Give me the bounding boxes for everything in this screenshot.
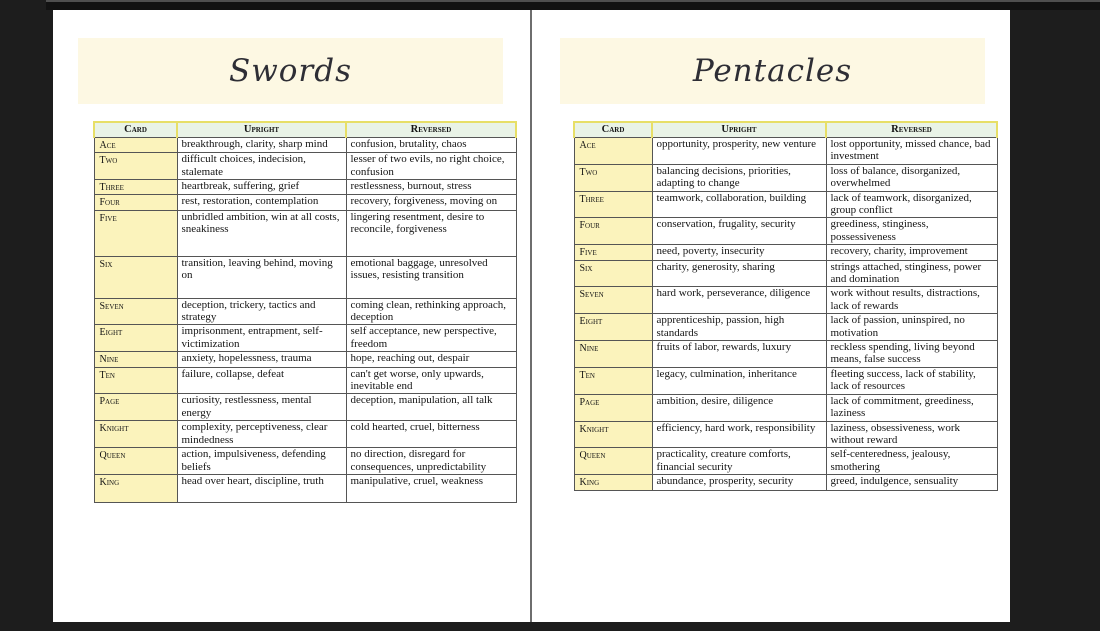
reversed-cell: greediness, stinginess, possessiveness: [826, 218, 997, 245]
upright-cell: fruits of labor, rewards, luxury: [652, 341, 826, 368]
upright-cell: heartbreak, suffering, grief: [177, 180, 346, 195]
reversed-cell: lingering resentment, desire to reconcile, forgiveness: [346, 210, 516, 256]
reversed-cell: strings attached, stinginess, power and domination: [826, 260, 997, 287]
reversed-cell: coming clean, rethinking approach, deception: [346, 298, 516, 325]
reversed-cell: self acceptance, new perspective, freedom: [346, 325, 516, 352]
upright-cell: complexity, perceptiveness, clear mindedness: [177, 421, 346, 448]
upright-cell: charity, generosity, sharing: [652, 260, 826, 287]
table-row: [94, 195, 516, 210]
upright-cell: failure, collapse, defeat: [177, 367, 346, 394]
table-row: [574, 218, 997, 245]
page-spread: [53, 10, 1010, 622]
card-cell: Seven: [574, 287, 652, 314]
card-cell: Five: [574, 245, 652, 260]
table-row: [94, 325, 516, 352]
reversed-cell: confusion, brutality, chaos: [346, 137, 516, 152]
column-header-card: Card: [94, 122, 177, 137]
card-cell: Queen: [574, 448, 652, 475]
card-cell: Two: [574, 164, 652, 191]
table-row: [94, 298, 516, 325]
upright-cell: legacy, culmination, inheritance: [652, 367, 826, 394]
card-cell: Three: [574, 191, 652, 218]
table-row: [94, 137, 516, 152]
card-cell: Four: [94, 195, 177, 210]
card-cell: King: [94, 474, 177, 502]
card-cell: Four: [574, 218, 652, 245]
page-swords: [53, 10, 530, 622]
card-cell: Two: [94, 153, 177, 180]
upright-cell: imprisonment, entrapment, self-victimization: [177, 325, 346, 352]
card-cell: Nine: [574, 341, 652, 368]
table-row: [94, 474, 516, 502]
upright-cell: practicality, creature comforts, financial security: [652, 448, 826, 475]
reversed-cell: recovery, forgiveness, moving on: [346, 195, 516, 210]
reversed-cell: work without results, distractions, lack of rewards: [826, 287, 997, 314]
reversed-cell: manipulative, cruel, weakness: [346, 474, 516, 502]
card-cell: Knight: [94, 421, 177, 448]
upright-cell: abundance, prosperity, security: [652, 475, 826, 490]
reversed-cell: recovery, charity, improvement: [826, 245, 997, 260]
reversed-cell: hope, reaching out, despair: [346, 352, 516, 367]
card-cell: Page: [94, 394, 177, 421]
table-row: [574, 394, 997, 421]
title-banner: [560, 38, 985, 104]
upright-cell: efficiency, hard work, responsibility: [652, 421, 826, 448]
card-cell: Ten: [94, 367, 177, 394]
swords-meanings-table: [93, 121, 517, 503]
table-row: [94, 256, 516, 298]
card-cell: King: [574, 475, 652, 490]
reversed-cell: deception, manipulation, all talk: [346, 394, 516, 421]
page-title: Swords: [228, 53, 352, 89]
card-cell: Knight: [574, 421, 652, 448]
upright-cell: unbridled ambition, win at all costs, sneakiness: [177, 210, 346, 256]
upright-cell: need, poverty, insecurity: [652, 245, 826, 260]
table-row: [574, 164, 997, 191]
upright-cell: breakthrough, clarity, sharp mind: [177, 137, 346, 152]
upright-cell: action, impulsiveness, defending beliefs: [177, 448, 346, 475]
table-row: [574, 287, 997, 314]
reversed-cell: loss of balance, disorganized, overwhelmed: [826, 164, 997, 191]
upright-cell: conservation, frugality, security: [652, 218, 826, 245]
upright-cell: curiosity, restlessness, mental energy: [177, 394, 346, 421]
reversed-cell: no direction, disregard for consequences, unpredictability: [346, 448, 516, 475]
table-row: [94, 352, 516, 367]
upright-cell: difficult choices, indecision, stalemate: [177, 153, 346, 180]
table-row: [574, 314, 997, 341]
column-header-reversed: Reversed: [346, 122, 516, 137]
upright-cell: anxiety, hopelessness, trauma: [177, 352, 346, 367]
reversed-cell: lost opportunity, missed chance, bad investment: [826, 137, 997, 164]
card-cell: Six: [94, 256, 177, 298]
upright-cell: opportunity, prosperity, new venture: [652, 137, 826, 164]
header-row: [574, 122, 997, 137]
card-cell: Five: [94, 210, 177, 256]
upright-cell: transition, leaving behind, moving on: [177, 256, 346, 298]
page-title: Pentacles: [692, 53, 853, 89]
card-cell: Three: [94, 180, 177, 195]
column-header-upright: Upright: [652, 122, 826, 137]
reversed-cell: cold hearted, cruel, bitterness: [346, 421, 516, 448]
card-cell: Ten: [574, 367, 652, 394]
table-row: [94, 180, 516, 195]
pentacles-meanings-table: [573, 121, 998, 491]
reversed-cell: reckless spending, living beyond means, false success: [826, 341, 997, 368]
header-row: [94, 122, 516, 137]
title-banner: [78, 38, 503, 104]
table-row: [574, 245, 997, 260]
table-row: [94, 448, 516, 475]
upright-cell: head over heart, discipline, truth: [177, 474, 346, 502]
card-cell: Queen: [94, 448, 177, 475]
reversed-cell: can't get worse, only upwards, inevitable end: [346, 367, 516, 394]
viewer-top-strip: [46, 0, 1100, 10]
upright-cell: teamwork, collaboration, building: [652, 191, 826, 218]
reversed-cell: lack of teamwork, disorganized, group conflict: [826, 191, 997, 218]
card-cell: Eight: [574, 314, 652, 341]
reversed-cell: greed, indulgence, sensuality: [826, 475, 997, 490]
upright-cell: balancing decisions, priorities, adapting to change: [652, 164, 826, 191]
upright-cell: apprenticeship, passion, high standards: [652, 314, 826, 341]
table-row: [574, 448, 997, 475]
table-row: [574, 475, 997, 490]
table-row: [574, 191, 997, 218]
reversed-cell: restlessness, burnout, stress: [346, 180, 516, 195]
upright-cell: rest, restoration, contemplation: [177, 195, 346, 210]
reversed-cell: emotional baggage, unresolved issues, resisting transition: [346, 256, 516, 298]
card-cell: Eight: [94, 325, 177, 352]
reversed-cell: lack of commitment, greediness, laziness: [826, 394, 997, 421]
reversed-cell: laziness, obsessiveness, work without reward: [826, 421, 997, 448]
column-header-reversed: Reversed: [826, 122, 997, 137]
column-header-card: Card: [574, 122, 652, 137]
table-row: [574, 341, 997, 368]
column-header-upright: Upright: [177, 122, 346, 137]
card-cell: Nine: [94, 352, 177, 367]
page-pentacles: [532, 10, 1010, 622]
card-cell: Page: [574, 394, 652, 421]
table-row: [94, 367, 516, 394]
table-row: [94, 421, 516, 448]
table-row: [94, 153, 516, 180]
card-cell: Six: [574, 260, 652, 287]
reversed-cell: self-centeredness, jealousy, smothering: [826, 448, 997, 475]
table-row: [94, 210, 516, 256]
table-row: [94, 394, 516, 421]
card-cell: Seven: [94, 298, 177, 325]
upright-cell: deception, trickery, tactics and strategy: [177, 298, 346, 325]
table-row: [574, 137, 997, 164]
table-row: [574, 367, 997, 394]
table-row: [574, 260, 997, 287]
upright-cell: hard work, perseverance, diligence: [652, 287, 826, 314]
card-cell: Ace: [574, 137, 652, 164]
table-row: [574, 421, 997, 448]
reversed-cell: fleeting success, lack of stability, lack of resources: [826, 367, 997, 394]
upright-cell: ambition, desire, diligence: [652, 394, 826, 421]
reversed-cell: lack of passion, uninspired, no motivation: [826, 314, 997, 341]
card-cell: Ace: [94, 137, 177, 152]
reversed-cell: lesser of two evils, no right choice, confusion: [346, 153, 516, 180]
